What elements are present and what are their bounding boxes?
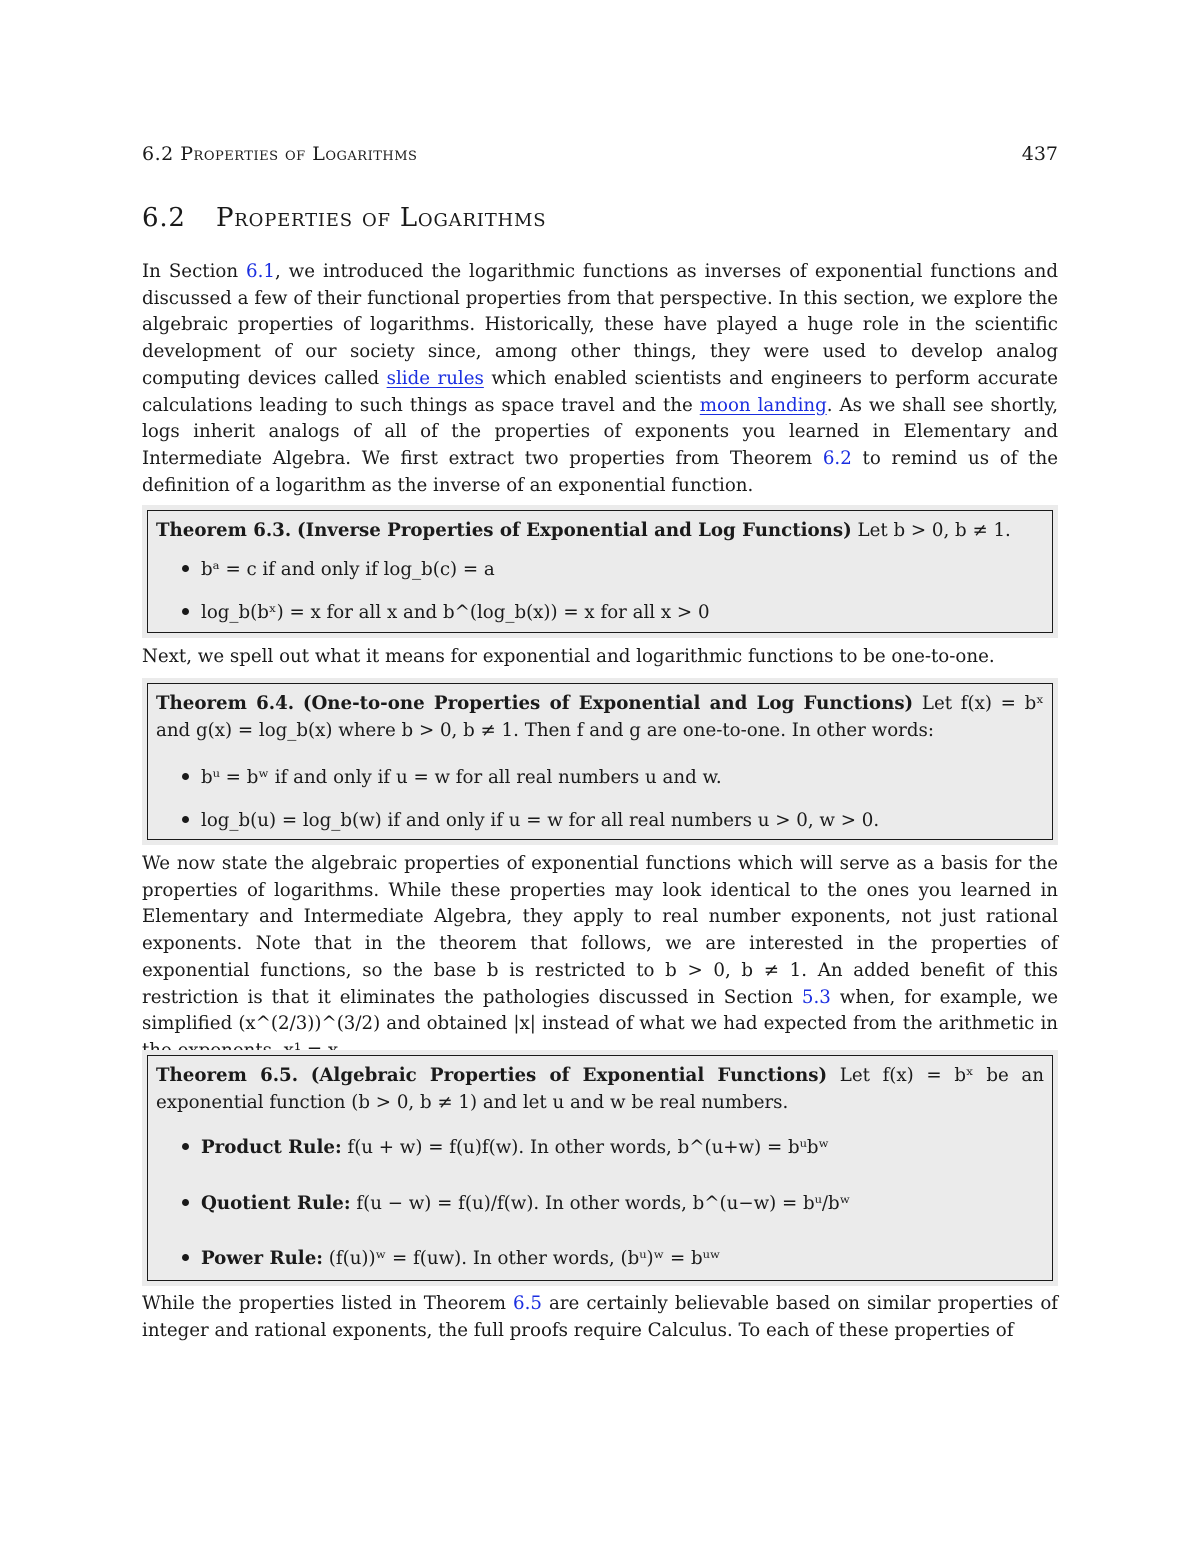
theorem-6-4-box [142,678,1058,845]
one-to-one-intro: Next, we spell out what it means for exponential and logarithmic functions to be one-to-one. [142,646,995,667]
running-header [142,143,1058,169]
bullet-icon [182,816,189,823]
link-section-6-1[interactable]: 6.1 [246,261,275,282]
closing-paragraph [142,1291,1058,1344]
theorem-6-3-bullet-1 [182,557,495,583]
theorem-6-4-label: Theorem 6.4. [156,693,295,714]
quotient-rule-item [182,1191,850,1217]
theorem-6-3-bullet-2 [182,600,710,626]
theorem-6-5-statement [156,1063,1044,1116]
theorem-6-3-condition: Let b > 0, b ≠ 1. [857,520,1011,541]
theorem-6-4-statement [156,691,1044,744]
product-rule-item [182,1135,829,1161]
running-title: 6.2 Properties of Logarithms [142,143,418,165]
link-slide-rules[interactable]: slide rules [386,367,484,389]
theorem-6-3-name: (Inverse Properties of Exponential and Log Functions) [296,520,852,541]
theorem-6-4-text: Let f(x) = bˣ and g(x) = log_b(x) where b > 0, b ≠ 1. Then f and g are one-to-one. In other words: [156,693,1044,741]
power-rule-label: Power Rule: [201,1248,323,1269]
theorem-6-4-bullet-2 [182,808,879,834]
theorem-6-4-bullet-1 [182,765,722,791]
intro-text-4: . As we shall see shortly, logs inherit analogs of all of the properties of exponents you learned in Elementary and Intermediate Algebra. We first extract two properties from Theorem [142,394,1058,469]
bullet-icon [182,1143,189,1150]
intro-text-1: In Section [142,261,246,282]
page-number: 437 [1021,143,1058,165]
section-heading [142,203,546,233]
bullet-icon [182,773,189,780]
quotient-rule-label: Quotient Rule: [201,1193,351,1214]
product-rule-label: Product Rule: [201,1137,342,1158]
link-moon-landing[interactable]: moon landing [699,394,827,416]
link-theorem-6-5[interactable]: 6.5 [513,1293,542,1314]
bullet-text: log_b(bˣ) = x for all x and b^(log_b(x)) = x for all x > 0 [201,602,710,623]
intro-text-2: , we introduced the logarithmic functions as inverses of exponential functions and discussed a few of their functional properties from that perspective. In this section, we explore the algebraic properties of logarithms. Historically, these have played a huge role in the scientific development of our society since, among other things, they were used to develop analog computing devices called [142,261,1058,389]
bullet-icon [182,608,189,615]
theorem-6-3-statement [156,518,1044,545]
bullet-icon [182,1254,189,1261]
section-number: 6.2 [142,203,186,233]
theorem-6-3-label: Theorem 6.3. [156,520,292,541]
intro-text-3: which enabled scientists and engineers to perform accurate calculations leading to such things as space travel and the [142,367,1058,416]
section-title: Properties of Logarithms [216,203,547,233]
intro-text-5: to remind us of the definition of a logarithm as the inverse of an exponential function. [142,447,1058,496]
theorem-6-5-text: Let f(x) = bˣ be an exponential function (b > 0, b ≠ 1) and let u and w be real numbers. [156,1065,1044,1113]
theorem-6-5-label: Theorem 6.5. [156,1065,299,1086]
intro-paragraph [142,259,1058,499]
paragraph-text-1: We now state the algebraic properties of exponential functions which will serve as a basis for the properties of logarithms. While these properties may look identical to the ones you learned in Elementary and Intermediate Algebra, they apply to real number exponents, not just rational exponents. Note that in the theorem that follows, we are interested in the properties of exponential functions, so the base b is restricted to b > 0, b ≠ 1. An added benefit of this restriction is that it eliminates the pathologies discussed in Section [142,853,1058,1008]
bullet-icon [182,1199,189,1206]
theorem-6-5-name: (Algebraic Properties of Exponential Functions) [310,1065,828,1086]
bullet-text: bᵃ = c if and only if log_b(c) = a [201,559,495,580]
power-rule-item [182,1246,721,1272]
theorem-6-4-name: (One-to-one Properties of Exponential and Log Functions) [302,693,914,714]
closing-text-1: While the properties listed in Theorem [142,1293,514,1314]
link-theorem-6-2[interactable]: 6.2 [822,447,852,469]
link-section-5-3[interactable]: 5.3 [801,986,831,1008]
quotient-rule-text: f(u − w) = f(u)/f(w). In other words, b^(u−w) = bᵘ/bʷ [356,1193,851,1214]
algebraic-properties-paragraph [142,851,1058,1065]
paragraph-text-2: when, for example, we simplified (x^(2/3))^(3/2) and obtained |x| instead of what we had expected from the arithmetic in [142,986,1058,1035]
theorem-6-5-box [142,1050,1058,1286]
product-rule-text: f(u + w) = f(u)f(w). In other words, b^(u+w) = bᵘbʷ [347,1137,830,1158]
bullet-text: log_b(u) = log_b(w) if and only if u = w for all real numbers u > 0, w > 0. [201,810,880,831]
closing-text-2: are certainly believable based on similar properties of integer and rational exponents, the full proofs require Calculus. To each of these properties of [142,1293,1059,1341]
bullet-icon [182,565,189,572]
power-rule-text: (f(u))ʷ = f(uw). In other words, (bᵘ)ʷ = bᵘʷ [328,1248,721,1269]
bullet-text: bᵘ = bʷ if and only if u = w for all real numbers u and w. [201,767,722,788]
theorem-6-3-box [142,505,1058,638]
